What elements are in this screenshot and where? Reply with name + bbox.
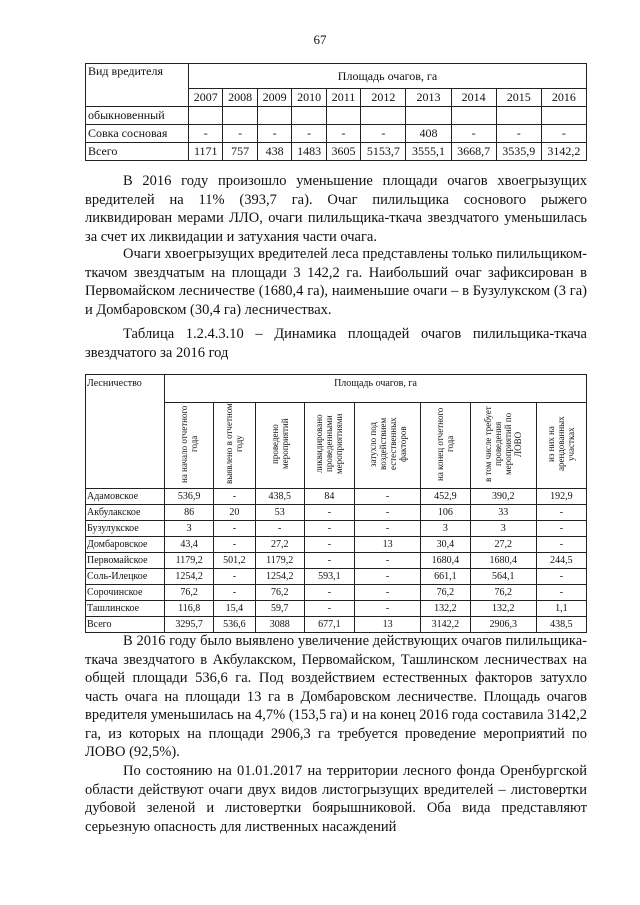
value-cell: - xyxy=(304,601,354,617)
value-cell: 677,1 xyxy=(304,617,354,633)
value-cell: - xyxy=(189,125,223,143)
value-cell: 501,2 xyxy=(214,553,255,569)
value-cell: - xyxy=(354,553,420,569)
column-header: из них на арендованных участках xyxy=(536,403,586,489)
pest-area-by-year-table xyxy=(85,63,587,161)
year-cell: 2012 xyxy=(361,89,406,107)
value-cell: 116,8 xyxy=(165,601,214,617)
value-cell: - xyxy=(304,505,354,521)
value-cell: 593,1 xyxy=(304,569,354,585)
value-cell: - xyxy=(214,537,255,553)
year-cell: 2011 xyxy=(326,89,360,107)
column-header: на начало отчетного года xyxy=(165,403,214,489)
value-cell: - xyxy=(214,569,255,585)
value-cell xyxy=(292,107,326,125)
value-cell: 564,1 xyxy=(470,569,536,585)
value-cell: - xyxy=(304,553,354,569)
value-cell: - xyxy=(536,521,586,537)
value-cell: - xyxy=(354,569,420,585)
value-cell: - xyxy=(304,537,354,553)
paragraph: В 2016 году произошло уменьшение площади очагов хвоегрызущих вредителей на 11% (393,7 га). Очаг пилильщика соснового рыжего ликвидирован мерами ЛЛО, очаги пилильщика-ткача звездчатого уменьшилась за счет их ликвидации и затухания части очага. xyxy=(85,173,587,245)
value-cell xyxy=(541,107,586,125)
value-cell: 3605 xyxy=(326,143,360,161)
value-cell: 13 xyxy=(354,537,420,553)
table-row xyxy=(86,569,587,585)
column-header: выявлено в отчетном году xyxy=(214,403,255,489)
forestry-name: Ташлинское xyxy=(86,601,165,617)
forestry-name: Сорочинское xyxy=(86,585,165,601)
value-cell xyxy=(257,107,291,125)
pest-name: Совка сосновая xyxy=(86,125,189,143)
value-cell: - xyxy=(496,125,541,143)
value-cell: 13 xyxy=(354,617,420,633)
table-row xyxy=(86,585,587,601)
sawfly-dynamics-table xyxy=(85,374,587,633)
value-cell: 76,2 xyxy=(255,585,304,601)
value-cell: - xyxy=(292,125,326,143)
value-cell: 757 xyxy=(223,143,257,161)
table-row xyxy=(86,505,587,521)
table-row xyxy=(86,537,587,553)
pest-type-header: Вид вредителя xyxy=(86,64,189,107)
value-cell: 5153,7 xyxy=(361,143,406,161)
value-cell: 33 xyxy=(470,505,536,521)
value-cell: 3 xyxy=(470,521,536,537)
value-cell xyxy=(361,107,406,125)
value-cell: 390,2 xyxy=(470,489,536,505)
value-cell: 15,4 xyxy=(214,601,255,617)
value-cell: 408 xyxy=(406,125,451,143)
value-cell: - xyxy=(354,521,420,537)
value-cell: 1179,2 xyxy=(165,553,214,569)
value-cell: 3535,9 xyxy=(496,143,541,161)
value-cell xyxy=(406,107,451,125)
value-cell: 1179,2 xyxy=(255,553,304,569)
value-cell: 661,1 xyxy=(421,569,470,585)
table-total-row xyxy=(86,143,587,161)
table-total-row xyxy=(86,617,587,633)
value-cell: - xyxy=(214,585,255,601)
value-cell: 192,9 xyxy=(536,489,586,505)
table-row xyxy=(86,107,587,125)
value-cell xyxy=(189,107,223,125)
pest-name: обыкновенный xyxy=(86,107,189,125)
forestry-name: Всего xyxy=(86,617,165,633)
value-cell: 536,9 xyxy=(165,489,214,505)
value-cell: 438,5 xyxy=(255,489,304,505)
value-cell: 3142,2 xyxy=(541,143,586,161)
paragraph: По состоянию на 01.01.2017 на территории лесного фонда Оренбургской области действуют очаги двух видов листогрызущих вредителей – листовертки дубовой зеленой и листовертки боярышниковой. Оба вида представляют серьезную опасность для лиственных насаждений xyxy=(85,763,587,835)
value-cell: 1680,4 xyxy=(470,553,536,569)
value-cell: - xyxy=(354,585,420,601)
value-cell: 43,4 xyxy=(165,537,214,553)
year-cell: 2013 xyxy=(406,89,451,107)
column-header: затухло под воздействием естественных факторов xyxy=(354,403,420,489)
value-cell: - xyxy=(326,125,360,143)
value-cell: - xyxy=(214,489,255,505)
year-cell: 2015 xyxy=(496,89,541,107)
value-cell xyxy=(223,107,257,125)
value-cell: 1254,2 xyxy=(165,569,214,585)
value-cell: 106 xyxy=(421,505,470,521)
year-cell: 2008 xyxy=(223,89,257,107)
value-cell: 1680,4 xyxy=(421,553,470,569)
value-cell: 1483 xyxy=(292,143,326,161)
value-cell: 27,2 xyxy=(470,537,536,553)
value-cell: 3142,2 xyxy=(421,617,470,633)
value-cell: 3 xyxy=(421,521,470,537)
column-header: проведено мероприятий xyxy=(255,403,304,489)
value-cell: 1171 xyxy=(189,143,223,161)
column-header: на конец отчетного года xyxy=(421,403,470,489)
table-row xyxy=(86,489,587,505)
value-cell: 244,5 xyxy=(536,553,586,569)
value-cell: 53 xyxy=(255,505,304,521)
table-row xyxy=(86,553,587,569)
year-cell: 2009 xyxy=(257,89,291,107)
value-cell: - xyxy=(541,125,586,143)
value-cell: - xyxy=(536,585,586,601)
forestry-name: Соль-Илецкое xyxy=(86,569,165,585)
value-cell: - xyxy=(536,569,586,585)
area-header: Площадь очагов, га xyxy=(165,375,587,403)
year-cell: 2014 xyxy=(451,89,496,107)
value-cell: 132,2 xyxy=(421,601,470,617)
value-cell: - xyxy=(354,489,420,505)
value-cell: 27,2 xyxy=(255,537,304,553)
forestry-name: Бузулукское xyxy=(86,521,165,537)
value-cell: 84 xyxy=(304,489,354,505)
value-cell: 132,2 xyxy=(470,601,536,617)
value-cell: 3555,1 xyxy=(406,143,451,161)
value-cell: - xyxy=(354,505,420,521)
forestry-name: Домбаровское xyxy=(86,537,165,553)
value-cell: - xyxy=(214,521,255,537)
area-header: Площадь очагов, га xyxy=(189,64,587,89)
table-row xyxy=(86,601,587,617)
value-cell xyxy=(326,107,360,125)
value-cell: - xyxy=(536,505,586,521)
value-cell: 86 xyxy=(165,505,214,521)
table-row xyxy=(86,521,587,537)
value-cell: 438 xyxy=(257,143,291,161)
forestry-name: Первомайское xyxy=(86,553,165,569)
value-cell: - xyxy=(536,537,586,553)
value-cell: 20 xyxy=(214,505,255,521)
page-number: 67 xyxy=(313,32,327,47)
year-cell: 2016 xyxy=(541,89,586,107)
value-cell: 2906,3 xyxy=(470,617,536,633)
table-caption: Таблица 1.2.4.3.10 – Динамика площадей очагов пилильщика-ткача звездчатого за 2016 год xyxy=(85,326,587,361)
year-cell: 2007 xyxy=(189,89,223,107)
value-cell: - xyxy=(304,521,354,537)
forestry-name: Адамовское xyxy=(86,489,165,505)
value-cell: - xyxy=(255,521,304,537)
value-cell: - xyxy=(223,125,257,143)
column-header: ликвидировано проведенными мероприятиями xyxy=(304,403,354,489)
value-cell: 1254,2 xyxy=(255,569,304,585)
table-row xyxy=(86,125,587,143)
value-cell: 30,4 xyxy=(421,537,470,553)
column-header: в том числе требует проведения мероприятий по ЛОВО xyxy=(470,403,536,489)
pest-name: Всего xyxy=(86,143,189,161)
forestry-header: Лесничество xyxy=(86,375,165,489)
value-cell xyxy=(451,107,496,125)
value-cell: 3668,7 xyxy=(451,143,496,161)
value-cell: - xyxy=(361,125,406,143)
value-cell: 1,1 xyxy=(536,601,586,617)
value-cell: - xyxy=(354,601,420,617)
paragraph: Очаги хвоегрызущих вредителей леса представлены только пилильщиком-ткачом звездчатым на площади 3 142,2 га. Наибольший очаг зафиксирован в Первомайском лесничестве (1680,4 га), наименьшие очаги – в Бузулукском (3 га) и Домбаровском (30,4 га) лесничествах. xyxy=(85,246,587,318)
paragraph: В 2016 году было выявлено увеличение действующих очагов пилильщика-ткача звездчатого в Акбулакском, Первомайском, Ташлинском лесничествах на общей площади 536,6 га. Под воздействием естественных факторов затухло часть очага на площади 13 га в Домбаровском лесничестве. Площадь очагов вредителя уменьшилась на 4,7% (153,5 га) и на конец 2016 года составила 3142,2 га, из которых на площади 2906,3 га требуется проведение мероприятий по ЛОВО (92,5%). xyxy=(85,633,587,760)
value-cell: 3295,7 xyxy=(165,617,214,633)
value-cell: 3088 xyxy=(255,617,304,633)
value-cell: 76,2 xyxy=(470,585,536,601)
value-cell: 438,5 xyxy=(536,617,586,633)
forestry-name: Акбулакское xyxy=(86,505,165,521)
value-cell: - xyxy=(304,585,354,601)
value-cell: 536,6 xyxy=(214,617,255,633)
value-cell: 76,2 xyxy=(421,585,470,601)
value-cell: - xyxy=(257,125,291,143)
value-cell: 452,9 xyxy=(421,489,470,505)
year-cell: 2010 xyxy=(292,89,326,107)
value-cell: 76,2 xyxy=(165,585,214,601)
value-cell xyxy=(496,107,541,125)
value-cell: - xyxy=(451,125,496,143)
value-cell: 3 xyxy=(165,521,214,537)
value-cell: 59,7 xyxy=(255,601,304,617)
